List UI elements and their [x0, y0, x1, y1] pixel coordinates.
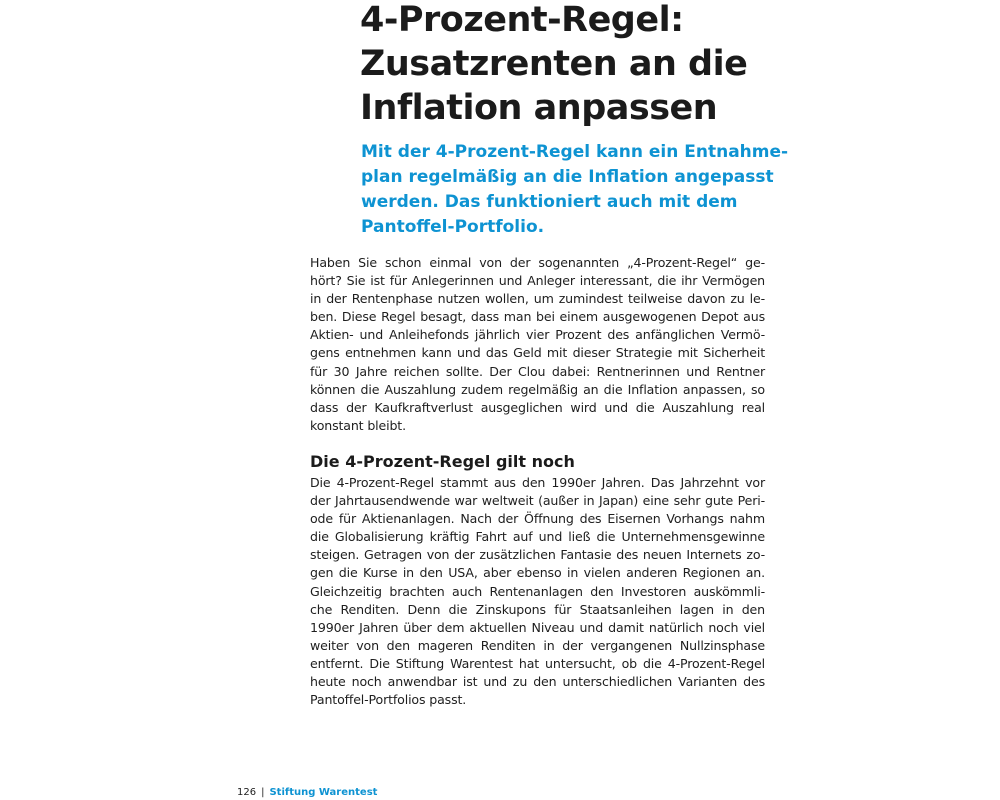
lead-line: werden. Das funktioniert auch mit dem: [361, 192, 738, 212]
lead-paragraph: [361, 140, 789, 240]
text-line: ben. Diese Regel besagt, dass man bei einem ausgewogenen Depot aus: [310, 309, 765, 325]
text-line: steigen. Getragen von der zusätzlichen Fantasie des neuen Internets zo-: [310, 547, 765, 563]
page-title: [360, 0, 780, 130]
page-number: 126: [237, 787, 257, 798]
text-line: heute noch anwendbar ist und zu den unterschiedlichen Varianten des: [310, 674, 765, 690]
section-heading: Die 4-Prozent-Regel gilt noch: [310, 452, 575, 471]
text-line: konstant bleibt.: [310, 417, 406, 433]
text-line: ode für Aktienanlagen. Nach der Öffnung des Eisernen Vorhangs nahm: [310, 511, 765, 527]
text-line: Aktien- und Anleihefonds jährlich vier Prozent des anfänglichen Vermö-: [310, 327, 765, 343]
title-line: 4-Prozent-Regel:: [360, 0, 684, 40]
text-line: können die Auszahlung zudem regelmäßig an die Inflation anpassen, so: [310, 381, 765, 397]
lead-line: Pantoffel-Portfolio.: [361, 217, 545, 237]
text-line: für 30 Jahre reichen sollte. Der Clou dabei: Rentnerinnen und Rentner: [310, 363, 765, 379]
intro-paragraph: [310, 254, 765, 435]
text-line: hört? Sie ist für Anlegerinnen und Anleger interessant, die ihr Vermögen: [310, 273, 765, 289]
text-line: gen die Kurse in den USA, aber ebenso in vielen anderen Regionen an.: [310, 565, 765, 581]
text-line: dass der Kaufkraftverlust ausgeglichen wird und die Auszahlung real: [310, 399, 765, 415]
text-line: entfernt. Die Stiftung Warentest hat untersucht, ob die 4-Prozent-Regel: [310, 655, 765, 671]
text-line: che Renditen. Denn die Zinskupons für Staatsanleihen lagen in den: [310, 601, 765, 617]
lead-line: Mit der 4-Prozent-Regel kann ein Entnahme-: [361, 142, 789, 162]
text-line: der Jahrtausendwende war weltweit (außer in Japan) eine sehr gute Peri-: [310, 493, 765, 509]
section-paragraph: [310, 474, 765, 709]
text-line: Haben Sie schon einmal von der sogenannten „4-Prozent-Regel“ ge-: [310, 255, 765, 270]
text-line: die Globalisierung kräftig Fahrt auf und ließ die Unternehmensgewinne: [310, 529, 765, 545]
text-line: gens entnehmen kann und das Geld mit dieser Strategie mit Sicherheit: [310, 345, 765, 361]
footer-separator: |: [261, 787, 265, 798]
text-line: Gleichzeitig brachten auch Rentenanlagen den Investoren auskömmli-: [310, 583, 765, 599]
publisher-name: Stiftung Warentest: [269, 787, 378, 798]
title-line: Zusatzrenten an die: [360, 44, 748, 84]
title-line: Inflation anpassen: [360, 88, 718, 128]
text-line: 1990er Jahren über dem aktuellen Niveau und damit natürlich noch viel: [310, 619, 765, 635]
text-line: Die 4-Prozent-Regel stammt aus den 1990er Jahren. Das Jahrzehnt vor: [310, 475, 765, 490]
text-line: Pantoffel-Portfolios passt.: [310, 692, 467, 708]
lead-line: plan regelmäßig an die Inflation angepasst: [361, 167, 774, 187]
page-footer: [237, 786, 377, 800]
text-line: weiter von den mageren Renditen in der vergangenen Nullzinsphase: [310, 637, 765, 653]
text-line: in der Rentenphase nutzen wollen, um zumindest teilweise davon zu le-: [310, 291, 765, 307]
